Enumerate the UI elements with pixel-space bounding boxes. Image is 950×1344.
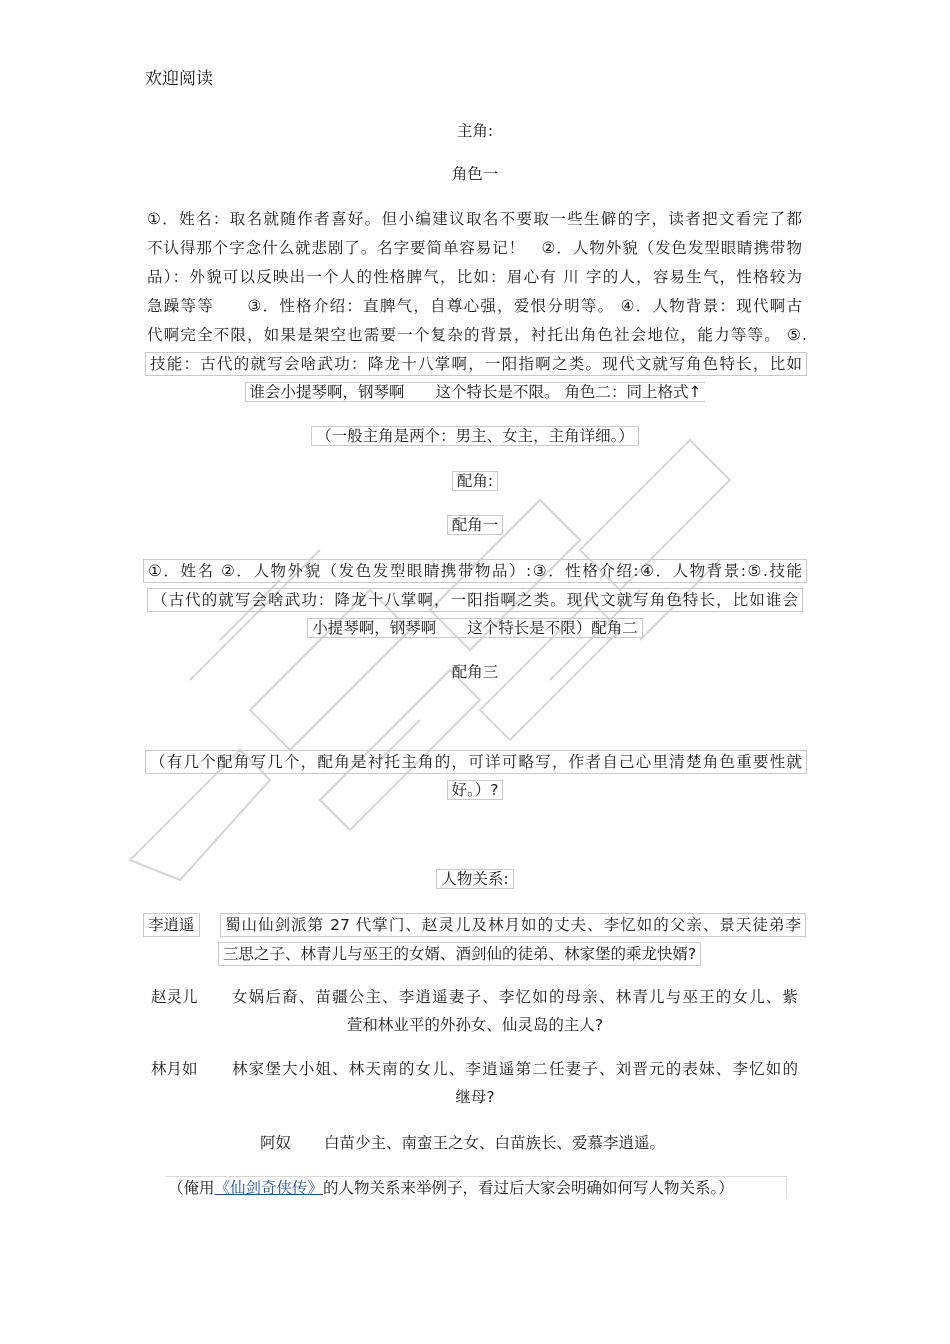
page-header: 欢迎阅读	[145, 69, 213, 89]
relation-name: 林月如	[151, 1060, 198, 1078]
note-line: （有几个配角写几个，配角是衬托主角的，可详可略写，作者自己心里清楚角色重要性就	[145, 750, 807, 774]
relations-heading: 人物关系:	[436, 869, 513, 889]
relation-desc-line: 女娲后裔、苗疆公主、李逍遥妻子、李忆如的母亲、林青儿与巫王的女儿、紫	[232, 988, 798, 1006]
footer-prefix: （俺用	[168, 1179, 215, 1197]
lead-heading: 主角:	[456, 122, 494, 140]
relations-footer	[166, 1176, 787, 1199]
lead-note: （一般主角是两个：男主、女主，主角详细。）	[311, 426, 639, 446]
relation-desc-line: 三思之子、林青儿与巫王的女婿、酒剑仙的徒弟、林家堡的乘龙快婿?	[218, 942, 701, 966]
footer-link[interactable]: 《仙剑奇侠传》	[214, 1179, 324, 1197]
relation-name: 李逍遥	[143, 913, 200, 937]
relation-desc-line: 继母?	[455, 1088, 495, 1106]
support-role-one: 配角一	[447, 515, 504, 535]
paragraph-line: （古代的就写会啥武功：降龙十八掌啊，一阳指啊之类。现代文就写角色特长，比如谁会	[147, 588, 803, 612]
paragraph-line: 急躁等等 ③．性格介绍：直脾气，自尊心强，爱恨分明等。 ④．人物背景：现代啊古	[147, 297, 802, 315]
paragraph-line: 代啊完全不限，如果是架空也需要一个复杂的背景，衬托出角色社会地位，能力等等。 ⑤.	[147, 326, 807, 344]
note-line: 好。）?	[447, 780, 504, 800]
paragraph-line: ①．姓名：取名就随作者喜好。但小编建议取名不要取一些生僻的字，读者把文看完了都	[147, 210, 802, 228]
paragraph-line: 品）：外貌可以反映出一个人的性格脾气，比如：眉心有 川 字的人，容易生气，性格较为	[147, 268, 802, 286]
watermark-graphic	[120, 380, 760, 900]
paragraph-line: 不认得那个字念什么就悲剧了。名字要简单容易记！ ②．人物外貌（发色发型眼睛携带物	[147, 239, 802, 257]
paragraph-line: 谁会小提琴啊，钢琴啊 这个特长是不限。 角色二：同上格式↑	[245, 382, 706, 402]
paragraph-line: 技能：古代的就写会啥武功：降龙十八掌啊，一阳指啊之类。现代文就写角色特长，比如	[145, 352, 807, 376]
support-heading: 配角:	[452, 471, 498, 491]
relation-name: 阿奴	[260, 1134, 292, 1152]
relation-desc-line: 蜀山仙剑派第 27 代掌门、赵灵儿及林月如的丈夫、李忆如的父亲、景天徒弟李	[220, 913, 806, 937]
support-role-three: 配角三	[451, 663, 499, 681]
lead-role-one: 角色一	[451, 165, 499, 183]
footer-suffix: 的人物关系来举例子，看过后大家会明确如何写人物关系。）	[323, 1179, 734, 1197]
relation-desc-line: 萱和林业平的外孙女、仙灵岛的主人?	[346, 1016, 604, 1034]
relation-desc-line: 林家堡大小姐、林天南的女儿、李逍遥第二任妻子、刘晋元的表妹、李忆如的	[232, 1060, 798, 1078]
paragraph-line: ①．姓名 ②．人物外貌（发色发型眼睛携带物品）:③．性格介绍:④．人物背景:⑤.技能	[143, 559, 807, 583]
relation-name: 赵灵儿	[151, 988, 198, 1006]
relation-desc-line: 白苗少主、南蛮王之女、白苗族长、爱慕李逍遥。	[324, 1134, 666, 1152]
paragraph-line: 小提琴啊，钢琴啊 这个特长是不限）配角二	[307, 618, 643, 638]
